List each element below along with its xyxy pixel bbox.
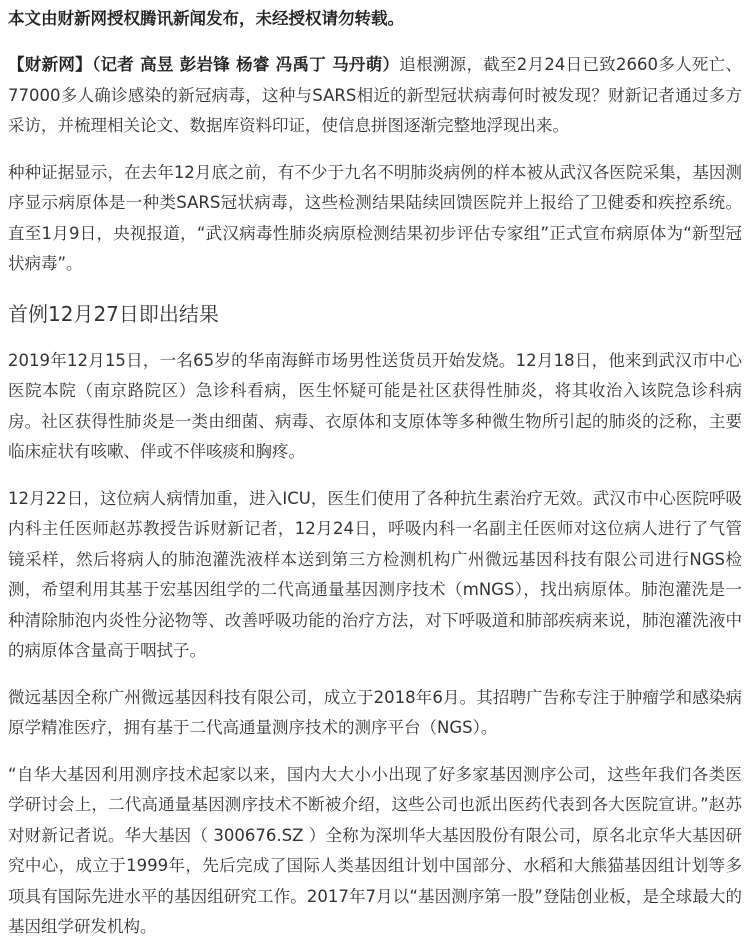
first-case-paragraph: 2019年12月15日，一名65岁的华南海鲜市场男性送货员开始发烧。12月18日，他来到武汉市中心医院本院（南京路院区）急诊科看病，医生怀疑可能是社区获得性肺炎，将其收治入该院急诊科病房。社区获得性肺炎是一类由细菌、病毒、衣原体和支原体等多种微生物所引起的肺炎的泛称，主要临床症状有咳嗽、伴或不伴咳痰和胸疼。 (8, 350, 742, 461)
intro-text: 追根溯源，截至2月24日已致2660多人死亡、77000多人确诊感染的新冠病毒，这种与SARS相近的新型冠状病毒何时被发现？财新记者通过多方采访，并梳理相关论文、数据库资料印证，使信息拼图逐渐完整地浮现出来。 (8, 55, 742, 135)
intro-paragraph (8, 50, 742, 142)
byline: 【财新网】（记者 高昱 彭岩锋 杨睿 冯禹丁 马丹萌） (8, 55, 400, 74)
bgi-paragraph: “自华大基因利用测序技术起家以来，国内大大小小出现了好多家基因测序公司，这些年我们各类医学研讨会上，二代高通量基因测序技术不断被介绍，这些公司也派出医药代表到各大医院宣讲。”赵苏对财新记者说。华大基因（ 300676.SZ ）全称为深圳华大基因股份有限公司，原名北京华大基因研究中心，成立于1999年，先后完成了国际人类基因组计划中国部分、水稻和大熊猫基因组计划等多项具有国际先进水平的基因组研究工作。2017年7月以“基因测序第一股”登陆创业板，是全球最大的基因组学研发机构。 (8, 764, 742, 936)
company-paragraph: 微远基因全称广州微远基因科技有限公司，成立于2018年6月。其招聘广告称专注于肿瘤学和感染病原学精准医疗，拥有基于二代高通量测序技术的测序平台（NGS）。 (8, 687, 742, 737)
copyright-notice: 本文由财新网授权腾讯新闻发布，未经授权请勿转载。 (8, 9, 404, 28)
article-body (0, 4, 750, 943)
section-heading: 首例12月27日即出结果 (8, 301, 219, 326)
icu-paragraph: 12月22日，这位病人病情加重，进入ICU，医生们使用了各种抗生素治疗无效。武汉市中心医院呼吸内科主任医师赵苏教授告诉财新记者，12月24日，呼吸内科一名副主任医师对这位病人进行了气管镜采样，然后将病人的肺泡灌洗液样本送到第三方检测机构广州微远基因科技有限公司进行NGS检测，希望利用其基于宏基因组学的二代高通量基因测序技术（mNGS），找出病原体。肺泡灌洗是一种清除肺泡内炎性分泌物等、改善呼吸功能的治疗方法，对下呼吸道和肺部疾病来说，肺泡灌洗液中的病原体含量高于咽拭子。 (8, 488, 742, 660)
evidence-paragraph: 种种证据显示，在去年12月底之前，有不少于九名不明肺炎病例的样本被从武汉各医院采集，基因测序显示病原体是一种类SARS冠状病毒，这些检测结果陆续回馈医院并上报给了卫健委和疾控系统。直至1月9日，央视报道，“武汉病毒性肺炎病原检测结果初步评估专家组”正式宣布病原体为“新型冠状病毒”。 (8, 162, 742, 273)
